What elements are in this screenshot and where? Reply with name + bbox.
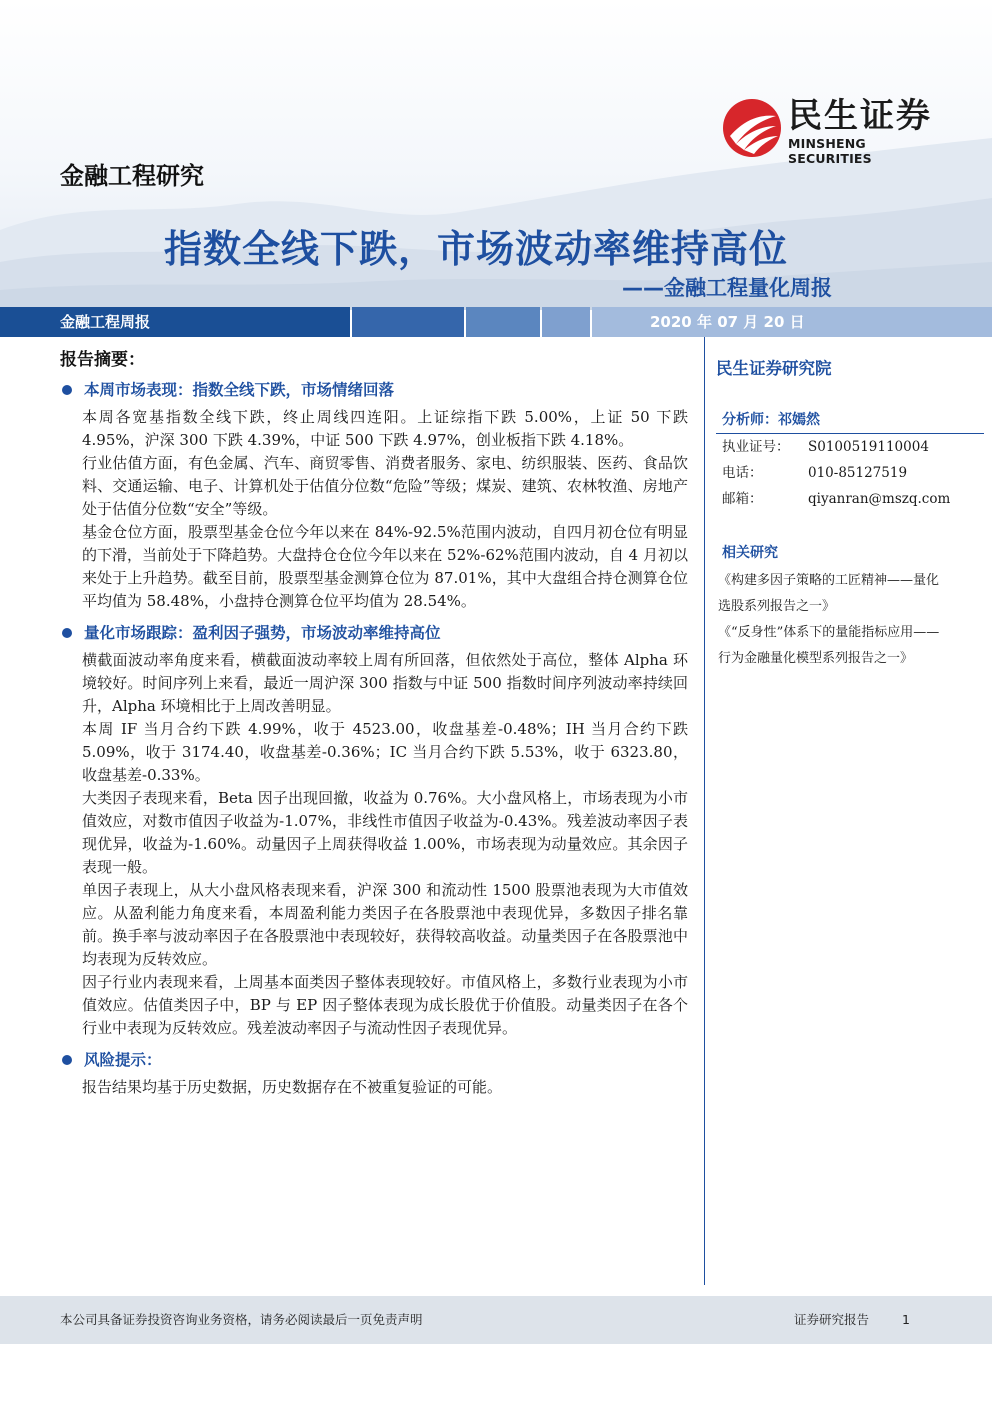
email-link[interactable]: qiyanran@mszq.com [808,491,951,507]
related-research-item[interactable]: 选股系列报告之一》 [718,599,836,614]
contact-row [716,434,984,460]
brand-name-en: MINSHENG SECURITIES [788,136,872,166]
title-band [0,307,992,337]
band-segment [466,307,540,337]
related-research-item[interactable]: 《构建多因子策略的工匠精神——量化 [718,573,940,588]
paragraph: 大类因子表现来看，Beta 因子出现回撤，收益为 0.76%。大小盘风格上，市场表现为小市值效应，对数市值因子收益为-1.07%，非线性市值因子收益为-0.43%。残差波动率因子表现优异，收益为-1.60%。动量因子上周获得收益 1.00%，市场表现为动量效应。其余因子表现一般。 [82,789,688,876]
paragraph: 横截面波动率角度来看，横截面波动率较上周有所回落，但依然处于高位，整体 Alpha 环境较好。时间序列上来看，最近一周沪深 300 指数与中证 500 指数时间序列波动率持续回升，Alpha 环境相比于上周改善明显。 [82,651,688,715]
related-research-item[interactable]: 《“反身性”体系下的量能指标应用—— [718,625,940,640]
related-research-item[interactable]: 行为金融量化模型系列报告之一》 [718,651,914,666]
disclaimer-note: 本公司具备证券投资咨询业务资格，请务必阅读最后一页免责声明 [60,1312,423,1327]
bullet-dot-icon [62,628,72,638]
phone-number: 010-85127519 [808,465,908,481]
report-date: 2020 年 07 月 20 日 [650,313,805,331]
paragraph: 基金仓位方面，股票型基金仓位今年以来在 84%-92.5%范围内波动，自四月初仓位有明显的下滑，当前处于下降趋势。大盘持仓仓位今年以来在 52%-62%范围内波动，自 4 月初以来处于上升趋势。截至目前，股票型基金测算仓位为 87.01%，其中大盘组合持仓测算仓位平均值为 58.48%，小盘持仓测算仓位平均值为 28.54%。 [82,523,688,610]
paragraph: 报告结果均基于历史数据，历史数据存在不被重复验证的可能。 [82,1078,503,1096]
section-label: 金融工程研究 [60,162,204,190]
license-number: S0100519110004 [808,439,929,455]
contact-row [716,460,984,486]
report-category: 证券研究报告 [794,1312,870,1327]
bullet-dot-icon [62,1055,72,1065]
brand-logo [722,96,952,166]
page-footer [0,1296,992,1344]
contact-key: 邮箱： [722,491,763,507]
band-segment [542,307,590,337]
sidebar-divider [704,337,705,1285]
paragraph: 因子行业内表现来看，上周基本面类因子整体表现较好。市值风格上，多数行业表现为小市值效应。估值类因子中，BP 与 EP 因子整体表现为成长股优于价值股。动量类因子在各个行业中表现为反转效应。残差波动率因子与流动性因子表现优异。 [82,973,688,1037]
bullet-dot-icon [62,385,72,395]
section-heading-text: 风险提示： [84,1051,162,1069]
section-heading [60,621,690,645]
research-institute: 民生证券研究院 [716,359,832,378]
summary-title: 报告摘要： [60,350,145,370]
paragraph: 本周 IF 当月合约下跌 4.99%，收于 4523.00，收盘基差-0.48%；IH 当月合约下跌 5.09%，收于 3174.40，收盘基差-0.36%；IC 当月合约下跌 5.53%，收于 6323.80，收盘基差-0.33%。 [82,720,688,784]
paragraph: 本周各宽基指数全线下跌，终止周线四连阳。上证综指下跌 5.00%，上证 50 下跌 4.95%，沪深 300 下跌 4.39%，中证 500 下跌 4.97%，创业板指下跌 4.18%。 [82,408,688,449]
related-research-heading: 相关研究 [722,545,778,561]
analyst-heading: 分析师：祁嫣然 [716,405,984,434]
brand-logo-mark-icon [722,98,782,158]
brand-name-cn: 民生证券 [788,96,932,136]
summary-body [60,378,690,1099]
section-heading-text: 量化市场跟踪：盈利因子强势，市场波动率维持高位 [84,624,441,642]
contact-key: 电话： [722,465,763,481]
report-subtitle: ——金融工程量化周报 [622,276,832,300]
section-heading-text: 本周市场表现：指数全线下跌，市场情绪回落 [84,381,395,399]
section-heading [60,1048,690,1072]
contact-key: 执业证号： [722,439,790,455]
page-number: 1 [902,1312,910,1327]
sidebar [716,355,984,672]
report-type-label: 金融工程周报 [60,313,151,331]
paragraph: 单因子表现上，从大小盘风格表现来看，沪深 300 和流动性 1500 股票池表现为大市值效应。从盈利能力角度来看，本周盈利能力类因子在各股票池中表现优异，多数因子排名靠前。换手率与波动率因子在各股票池中表现较好，获得较高收益。动量类因子在各股票池中均表现为反转效应。 [82,881,688,968]
section-heading [60,378,690,402]
report-title: 指数全线下跌，市场波动率维持高位 [163,227,788,271]
contact-row [716,486,984,512]
band-segment [352,307,464,337]
band-dark-segment [0,307,350,337]
paragraph: 行业估值方面，有色金属、汽车、商贸零售、消费者服务、家电、纺织服装、医药、食品饮料、交通运输、电子、计算机处于估值分位数“危险”等级；煤炭、建筑、农林牧渔、房地产处于估值分位数“安全”等级。 [82,454,688,518]
